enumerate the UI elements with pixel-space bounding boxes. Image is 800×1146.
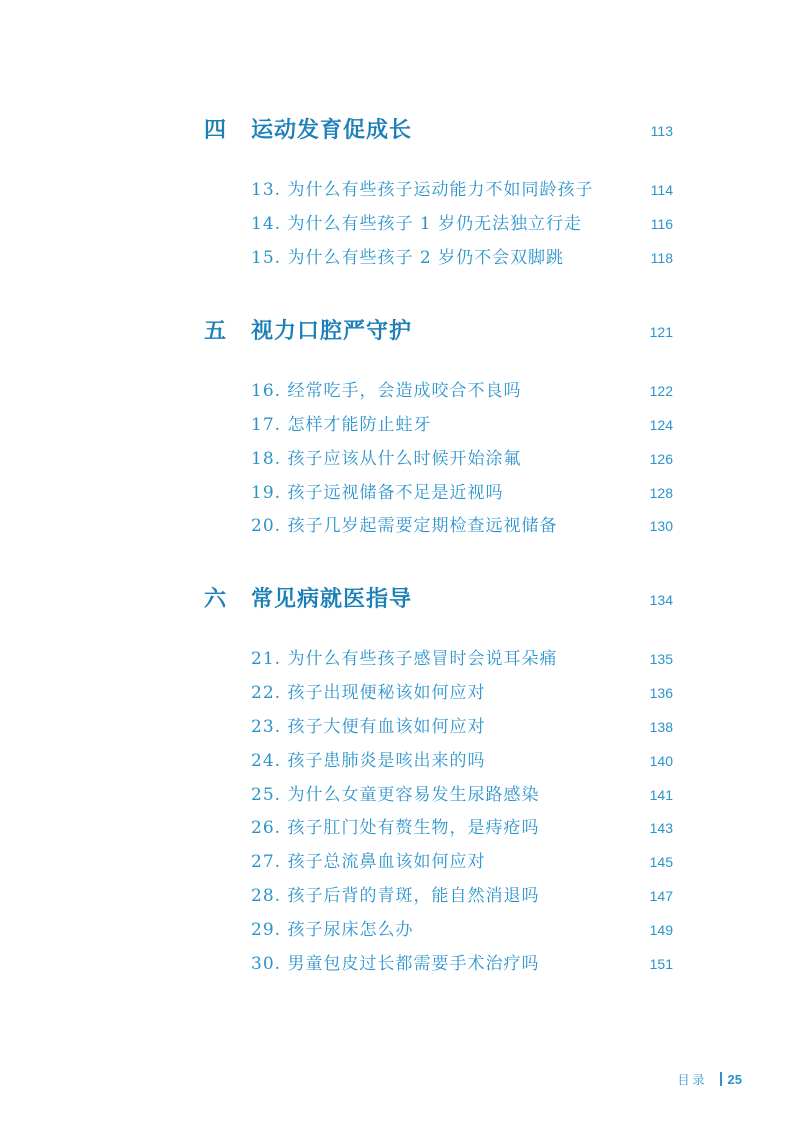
entry-title: 21. 为什么有些孩子感冒时会说耳朵痛 (251, 649, 558, 669)
entry-page-number: 124 (649, 417, 673, 433)
entry-title: 28. 孩子后背的青斑，能自然消退吗 (251, 886, 540, 906)
entry-page-number: 130 (649, 518, 673, 534)
entry-page-number: 138 (649, 719, 673, 735)
entry-title: 20. 孩子几岁起需要定期检查远视储备 (251, 516, 558, 536)
entry-page-number: 118 (650, 250, 673, 266)
entry-page-number: 136 (649, 685, 673, 701)
chapter-heading[interactable] (0, 584, 800, 616)
entry-page-number: 143 (649, 820, 673, 836)
chapter-page-number: 121 (649, 324, 673, 340)
chapter-title: 常见病就医指导 (251, 587, 413, 612)
toc-entry[interactable] (0, 815, 800, 841)
toc-entry[interactable] (0, 446, 800, 472)
entry-page-number: 145 (649, 854, 673, 870)
toc-entry[interactable] (0, 646, 800, 672)
entry-page-number: 128 (649, 485, 673, 501)
footer-section-label: 目录 (677, 1072, 708, 1087)
toc-entry[interactable] (0, 680, 800, 706)
entry-page-number: 122 (649, 383, 673, 399)
toc-entry[interactable] (0, 748, 800, 774)
entry-page-number: 114 (650, 182, 673, 198)
chapter-heading[interactable] (0, 316, 800, 348)
entry-title: 15. 为什么有些孩子 2 岁仍不会双脚跳 (251, 248, 565, 268)
entry-title: 18. 孩子应该从什么时候开始涂氟 (251, 449, 522, 469)
entry-title: 13. 为什么有些孩子运动能力不如同龄孩子 (251, 180, 594, 200)
toc-entry[interactable] (0, 849, 800, 875)
chapter-title: 视力口腔严守护 (251, 319, 413, 344)
entry-page-number: 147 (649, 888, 673, 904)
entry-page-number: 116 (650, 216, 673, 232)
entry-page-number: 135 (649, 651, 673, 667)
chapter-number: 六 (204, 587, 227, 612)
toc-entry[interactable] (0, 378, 800, 404)
entry-title: 16. 经常吃手，会造成咬合不良吗 (251, 381, 522, 401)
toc-entry[interactable] (0, 951, 800, 977)
toc-entry[interactable] (0, 480, 800, 506)
entry-title: 23. 孩子大便有血该如何应对 (251, 717, 486, 737)
chapter-heading[interactable] (0, 115, 800, 147)
entry-title: 19. 孩子远视储备不足是近视吗 (251, 483, 504, 503)
footer-page-number: 25 (727, 1071, 742, 1087)
chapter-page-number: 113 (650, 123, 673, 139)
toc-entry[interactable] (0, 245, 800, 271)
toc-entry[interactable] (0, 883, 800, 909)
entry-title: 24. 孩子患肺炎是咳出来的吗 (251, 751, 486, 771)
entry-title: 30. 男童包皮过长都需要手术治疗吗 (251, 954, 540, 974)
toc-entry[interactable] (0, 714, 800, 740)
entry-title: 14. 为什么有些孩子 1 岁仍无法独立行走 (251, 214, 583, 234)
entry-page-number: 126 (649, 451, 673, 467)
entry-page-number: 140 (649, 753, 673, 769)
toc-entry[interactable] (0, 177, 800, 203)
entry-title: 17. 怎样才能防止蛀牙 (251, 415, 432, 435)
footer-divider (720, 1072, 722, 1086)
chapter-title: 运动发育促成长 (251, 118, 413, 143)
entry-title: 26. 孩子肛门处有赘生物，是痔疮吗 (251, 818, 540, 838)
chapter-number: 五 (204, 319, 227, 344)
entry-page-number: 151 (649, 956, 673, 972)
entry-title: 22. 孩子出现便秘该如何应对 (251, 683, 486, 703)
entry-page-number: 149 (649, 922, 673, 938)
chapter-page-number: 134 (649, 592, 673, 608)
entry-page-number: 141 (649, 787, 673, 803)
page-footer (678, 1068, 742, 1090)
toc-entry[interactable] (0, 782, 800, 808)
entry-title: 27. 孩子总流鼻血该如何应对 (251, 852, 486, 872)
toc-entry[interactable] (0, 917, 800, 943)
entry-title: 29. 孩子尿床怎么办 (251, 920, 414, 940)
toc-entry[interactable] (0, 412, 800, 438)
toc-entry[interactable] (0, 513, 800, 539)
entry-title: 25. 为什么女童更容易发生尿路感染 (251, 785, 540, 805)
toc-entry[interactable] (0, 211, 800, 237)
chapter-number: 四 (204, 118, 227, 143)
